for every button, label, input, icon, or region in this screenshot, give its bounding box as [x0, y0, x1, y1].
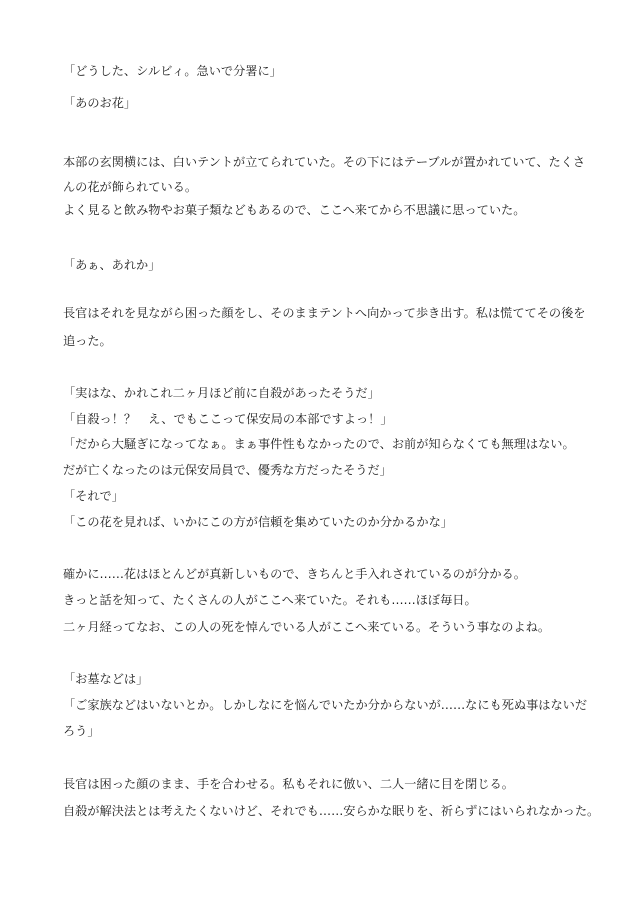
text-line: 「この花を見れば、いかにこの方が信頼を集めていたのか分かるかな」 [63, 515, 453, 529]
text-line: よく見ると飲み物やお菓子類などもあるので、ここへ来てから不思議に思っていた。 [63, 203, 526, 217]
text-line: 二ヶ月経ってなお、この人の死を悼んでいる人がここへ来ている。そういう事なのよね。 [63, 620, 551, 634]
text-line: 長官は困った顔のまま、手を合わせる。私もそれに倣い、二人一緒に目を閉じる。 [63, 777, 514, 791]
text-line: 追った。 [63, 334, 112, 348]
text-line: 「あぁ、あれか」 [63, 258, 161, 272]
text-line: 「実はな、かれこれ二ヶ月ほど前に自殺があったそうだ」 [63, 386, 380, 400]
text-line: 「どうした、シルビィ。急いで分署に」 [63, 64, 282, 78]
text-line: 「お墓などは」 [63, 672, 149, 686]
text-line: 長官はそれを見ながら困った顔をし、そのままテントへ向かって歩き出す。私は慌ててその後を [63, 306, 586, 320]
text-line: 「だから大騒ぎになってなぁ。まぁ事件性もなかったので、お前が知らなくても無理はない。 [63, 437, 575, 451]
text-line: んの花が飾られている。 [63, 180, 198, 194]
text-line: 「ご家族などはいないとか。しかしなにを悩んでいたか分からないが……なにも死ぬ事はないだ [63, 698, 588, 712]
text-line: だが亡くなったのは元保安局員で、優秀な方だったそうだ」 [63, 463, 392, 477]
text-line: 本部の玄関横には、白いテントが立てられていた。その下にはテーブルが置かれていて、たくさ [63, 155, 586, 169]
text-line: ろう」 [63, 724, 100, 738]
text-line: きっと話を知って、たくさんの人がここへ来ていた。それも……ほぼ毎日。 [63, 593, 477, 607]
text-line: 自殺が解決法とは考えたくないけど、それでも……安らかな眠りを、祈らずにはいられなかった。 [63, 804, 600, 818]
text-line: 「それで」 [63, 489, 124, 503]
text-line: 「あのお花」 [63, 96, 137, 110]
text-line: 「自殺っ！？ え、でもここって保安局の本部ですよっ！」 [63, 412, 393, 426]
text-line: 確かに……花はほとんどが真新しいもので、きちんと手入れされているのが分かる。 [63, 567, 526, 581]
